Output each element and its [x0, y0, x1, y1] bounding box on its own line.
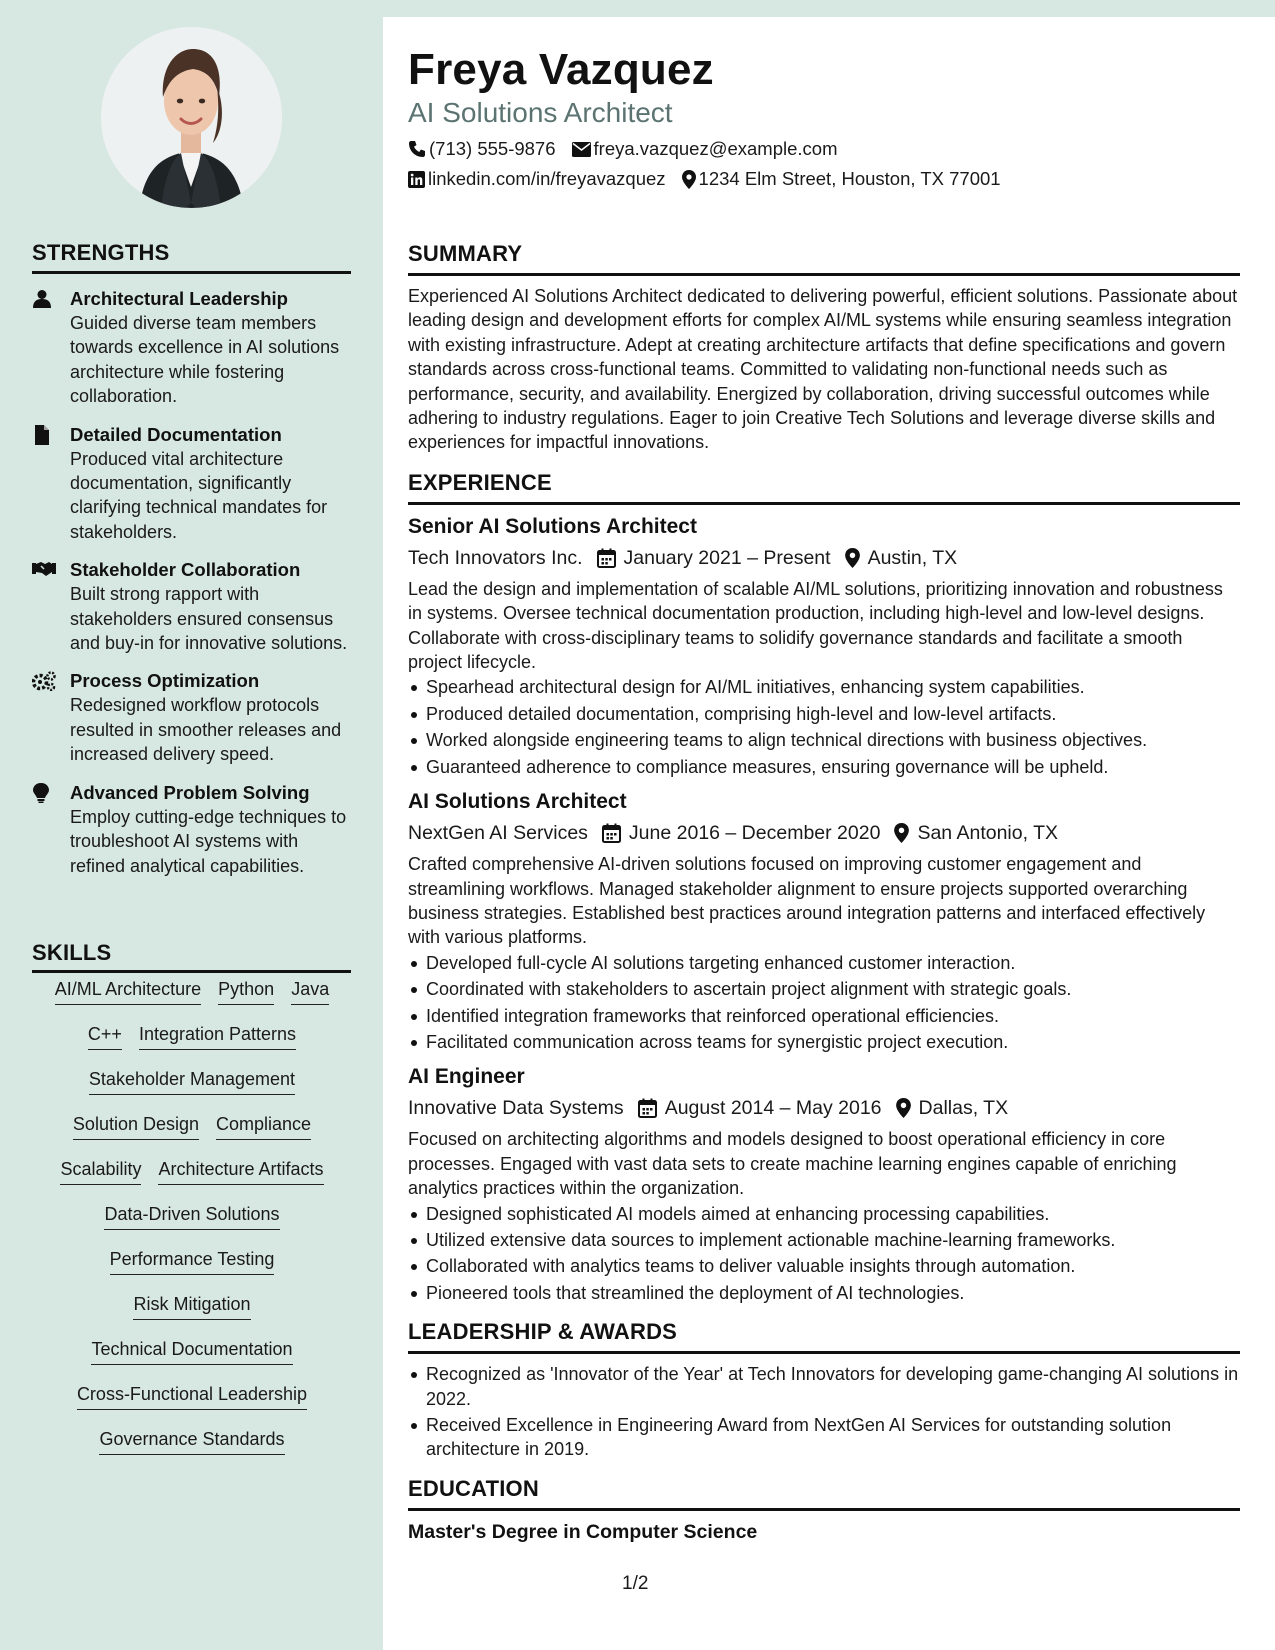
- job-bullet: Designed sophisticated AI models aimed at enhancing processing capabilities.: [408, 1202, 1240, 1226]
- strengths-heading: STRENGTHS: [32, 240, 170, 265]
- skill-tag: Integration Patterns: [139, 1023, 296, 1050]
- skill-tag: Stakeholder Management: [89, 1068, 295, 1095]
- job-bullet: Utilized extensive data sources to implement actionable machine-learning frameworks.: [408, 1228, 1240, 1252]
- job-description: Lead the design and implementation of scalable AI/ML solutions, prioritizing innovation and robustness in systems. Oversee technical documentation production, including high-level and low-level designs. Collaborate with cross-disciplinary teams to solidify governance standards and facilitate a smooth project lifecycle.: [408, 578, 1223, 673]
- strength-item: [32, 668, 352, 766]
- skill-tag: Data-Driven Solutions: [104, 1203, 279, 1230]
- job-bullet: Developed full-cycle AI solutions targeting enhanced customer interaction.: [408, 951, 1240, 975]
- skill-row: [32, 1338, 352, 1383]
- summary-section: [408, 241, 1240, 455]
- education-heading: EDUCATION: [408, 1475, 539, 1501]
- location-pin-icon: [682, 170, 696, 189]
- location-pin-icon: [894, 823, 909, 843]
- skill-row: [32, 1428, 352, 1473]
- contact-email[interactable]: [572, 136, 838, 162]
- contact-linkedin[interactable]: [408, 166, 666, 192]
- job-dates: [602, 819, 881, 847]
- skill-row: [32, 1248, 352, 1293]
- job-bullets: [408, 1202, 1240, 1306]
- location-pin-icon: [896, 1098, 911, 1118]
- skill-row: [32, 1023, 352, 1068]
- skill-tag: Scalability: [60, 1158, 141, 1185]
- strength-text: Built strong rapport with stakeholders ensured consensus and buy-in for innovative solutions.: [70, 584, 348, 654]
- strength-item: [32, 286, 352, 409]
- linkedin-text: linkedin.com/in/freyavazquez: [428, 168, 666, 189]
- experience-rule: [408, 502, 1240, 505]
- skill-row: [32, 1203, 352, 1248]
- skill-row: [32, 1068, 352, 1113]
- job-company: NextGen AI Services: [408, 822, 588, 845]
- experience-section: [408, 470, 1240, 1305]
- document-icon: [32, 422, 70, 545]
- location-pin-icon: [845, 548, 860, 568]
- job-dates-text: January 2021 – Present: [623, 546, 831, 569]
- job-location: [896, 1094, 1009, 1122]
- skill-tag: C++: [88, 1023, 122, 1050]
- calendar-icon: [602, 823, 621, 843]
- job-bullet: Identified integration frameworks that reinforced operational efficiencies.: [408, 1004, 1240, 1028]
- job-entry: [408, 1063, 1240, 1305]
- job-title: AI Engineer: [408, 1065, 525, 1089]
- job-title: Senior AI Solutions Architect: [408, 514, 697, 538]
- main-column: [408, 44, 1240, 1545]
- job-dates-text: August 2014 – May 2016: [664, 1097, 882, 1120]
- handshake-icon: [32, 557, 70, 655]
- contact-address: [682, 166, 1001, 192]
- strength-text: Redesigned workflow protocols resulted in smoother releases and increased delivery speed.: [70, 695, 342, 765]
- skill-tag: Compliance: [216, 1113, 311, 1140]
- education-rule: [408, 1508, 1240, 1511]
- contact-phone[interactable]: [408, 136, 556, 162]
- strengths-rule: [32, 271, 351, 274]
- job-dates-text: June 2016 – December 2020: [628, 822, 881, 845]
- page-number: 1/2: [622, 1573, 649, 1594]
- job-bullet: Guaranteed adherence to compliance measures, ensuring governance will be upheld.: [408, 755, 1240, 779]
- summary-rule: [408, 273, 1240, 276]
- job-bullets: [408, 675, 1240, 779]
- job-bullet: Collaborated with analytics teams to deliver valuable insights through automation.: [408, 1254, 1240, 1278]
- skill-row: [32, 1158, 352, 1203]
- summary-text: Experienced AI Solutions Architect dedicated to delivering powerful, efficient solutions. Passionate about leading design and development efforts for complex AI/ML systems while ensuring seamless integration with existing infrastructure. Adept at creating architecture artifacts that define specifications and govern standards across cross-functional teams. Committed to validating non-functional needs such as performance, security, and availability. Energized by collaboration, driving successful outcomes while adhering to industry regulations. Eager to join Creative Tech Solutions and leverage diverse skills and experiences for impactful innovations.: [408, 286, 1238, 453]
- job-location-text: Dallas, TX: [918, 1097, 1009, 1120]
- job-location-text: San Antonio, TX: [917, 822, 1059, 845]
- strength-item: [32, 557, 352, 655]
- skill-tag: AI/ML Architecture: [55, 978, 201, 1005]
- job-bullet: Coordinated with stakeholders to ascertain project alignment with strategic goals.: [408, 977, 1240, 1001]
- strength-item: [32, 422, 352, 545]
- skill-tag: Cross-Functional Leadership: [77, 1383, 307, 1410]
- experience-heading: EXPERIENCE: [408, 469, 552, 495]
- skills-list: [32, 978, 352, 1473]
- skill-row: [32, 978, 352, 1023]
- job-entry: [408, 788, 1240, 1054]
- job-bullet: Worked alongside engineering teams to align technical directions with business objectives.: [408, 728, 1240, 752]
- email-text: freya.vazquez@example.com: [593, 138, 838, 159]
- strength-item: [32, 780, 352, 878]
- strength-title: Process Optimization: [70, 670, 260, 692]
- calendar-icon: [638, 1098, 657, 1118]
- job-meta: [408, 1094, 1240, 1122]
- strength-title: Architectural Leadership: [70, 288, 288, 309]
- job-location: [894, 819, 1058, 847]
- skills-heading: SKILLS: [32, 940, 112, 965]
- job-meta: [408, 819, 1240, 847]
- job-company: Tech Innovators Inc.: [408, 546, 583, 569]
- candidate-name: Freya Vazquez: [408, 45, 714, 94]
- job-bullet: Facilitated communication across teams for synergistic project execution.: [408, 1030, 1240, 1054]
- awards-bullets: [408, 1362, 1240, 1462]
- address-text: 1234 Elm Street, Houston, TX 77001: [698, 168, 1001, 189]
- job-meta: [408, 544, 1240, 572]
- skill-tag: Governance Standards: [99, 1428, 284, 1455]
- phone-text: (713) 555-9876: [429, 138, 556, 159]
- education-degree: Master's Degree in Computer Science: [408, 1520, 758, 1543]
- profile-photo: [101, 27, 282, 208]
- skill-tag: Architecture Artifacts: [158, 1158, 323, 1185]
- job-description: Focused on architecting algorithms and models designed to boost operational efficiency in core processes. Engaged with vast data sets to create machine learning engines capable of enriching analytics practices within the organization.: [408, 1129, 1177, 1199]
- gears-icon: [32, 668, 70, 766]
- award-item: Recognized as 'Innovator of the Year' at Tech Innovators for developing game-changing AI solutions in 2022.: [408, 1362, 1240, 1411]
- summary-heading: SUMMARY: [408, 241, 523, 266]
- skill-tag: Performance Testing: [110, 1248, 275, 1275]
- envelope-icon: [572, 142, 591, 157]
- candidate-role: AI Solutions Architect: [408, 97, 673, 128]
- awards-rule: [408, 1351, 1240, 1354]
- strength-text: Produced vital architecture documentation, significantly clarifying technical mandates for stakeholders.: [70, 448, 328, 542]
- strength-title: Detailed Documentation: [70, 423, 282, 445]
- lightbulb-icon: [32, 780, 70, 878]
- job-entry: [408, 513, 1240, 779]
- job-bullet: Pioneered tools that streamlined the deployment of AI technologies.: [408, 1281, 1240, 1305]
- skill-tag: Technical Documentation: [91, 1338, 292, 1365]
- job-bullet: Spearhead architectural design for AI/ML initiatives, enhancing system capabilities.: [408, 675, 1240, 699]
- job-location-text: Austin, TX: [867, 546, 958, 569]
- strength-text: Guided diverse team members towards excellence in AI solutions architecture while fostering collaboration.: [70, 313, 340, 407]
- awards-section: [408, 1319, 1240, 1462]
- awards-heading: LEADERSHIP & AWARDS: [408, 1319, 678, 1345]
- strength-title: Stakeholder Collaboration: [70, 559, 301, 581]
- contact-row: [408, 166, 1240, 192]
- education-section: [408, 1476, 1240, 1545]
- skill-row: [32, 1293, 352, 1338]
- strength-title: Advanced Problem Solving: [70, 781, 310, 803]
- skill-tag: Risk Mitigation: [133, 1293, 250, 1320]
- job-bullets: [408, 951, 1240, 1055]
- skill-tag: Java: [291, 978, 329, 1005]
- user-icon: [32, 286, 70, 409]
- job-company: Innovative Data Systems: [408, 1097, 624, 1120]
- skills-rule: [32, 970, 351, 973]
- job-bullet: Produced detailed documentation, comprising high-level and low-level artifacts.: [408, 702, 1240, 726]
- skill-tag: Solution Design: [73, 1113, 199, 1140]
- job-description: Crafted comprehensive AI-driven solutions focused on improving customer engagement and streamlining workflows. Managed stakeholder alignment to ensure projects supported overarching business strategies. Established best practices around integration patterns and interfaced effectively with various platforms.: [408, 854, 1206, 948]
- job-title: AI Solutions Architect: [408, 790, 627, 814]
- strengths-list: [32, 286, 352, 891]
- job-dates: [597, 544, 831, 572]
- award-item: Received Excellence in Engineering Award from NextGen AI Services for outstanding solution architecture in 2019.: [408, 1413, 1240, 1462]
- skill-tag: Python: [218, 978, 274, 1005]
- calendar-icon: [597, 548, 616, 568]
- phone-icon: [408, 140, 426, 158]
- skill-row: [32, 1383, 352, 1428]
- job-dates: [638, 1094, 882, 1122]
- linkedin-icon: [408, 171, 425, 188]
- contact-row: [408, 136, 1240, 162]
- job-location: [845, 544, 958, 572]
- skill-row: [32, 1113, 352, 1158]
- strength-text: Employ cutting-edge techniques to troubleshoot AI systems with refined analytical capabilities.: [70, 806, 347, 876]
